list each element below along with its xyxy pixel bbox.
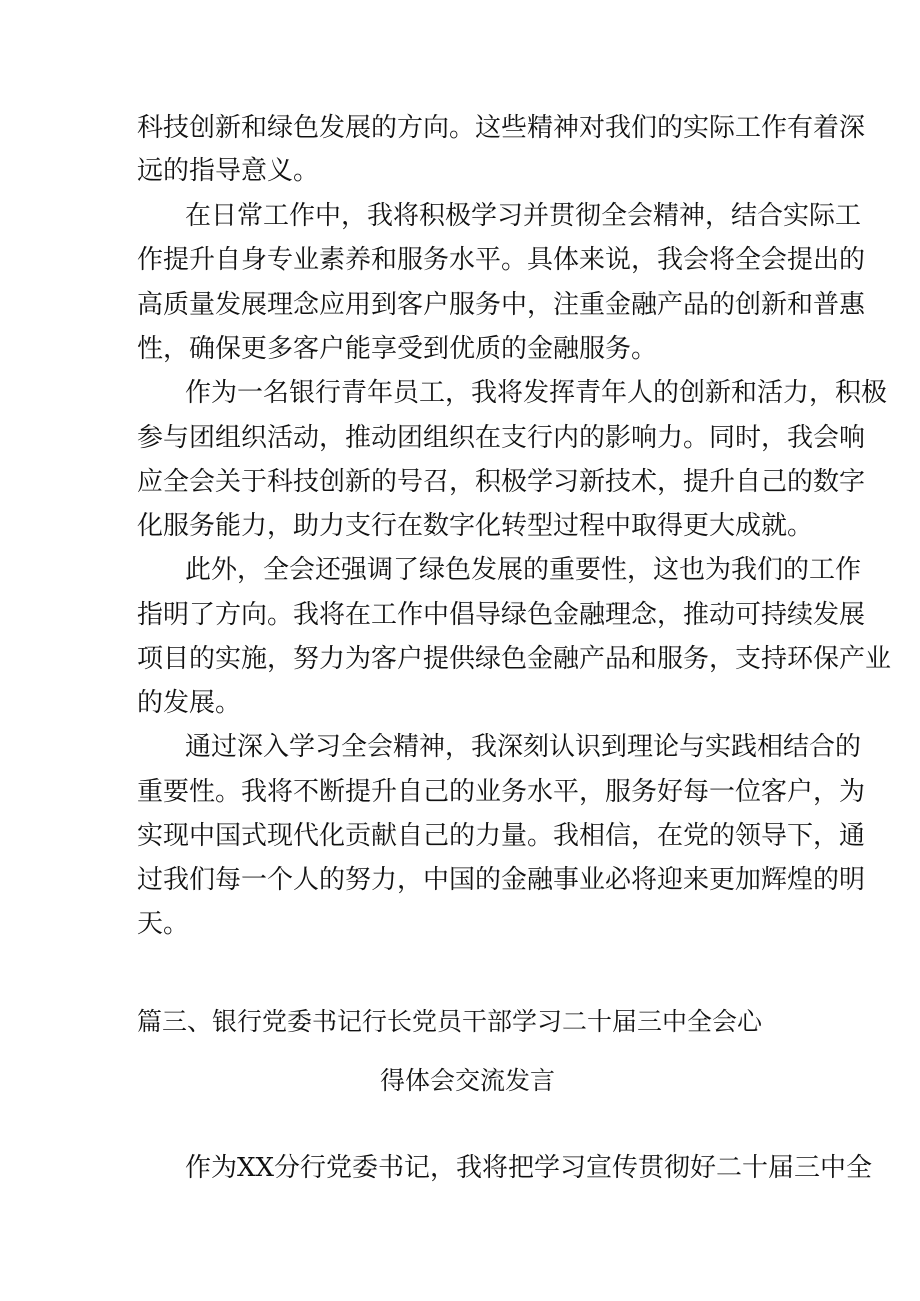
paragraph-5-line-4: 过我们每一个人的努力，中国的金融事业必将迎来更加辉煌的明 [137,865,866,895]
section-heading-line-1: 篇三、银行党委书记行长党员干部学习二十届三中全会心 [137,1007,763,1036]
paragraph-5-line-5: 天。 [137,909,190,939]
paragraph-3-line-1: 作为一名银行青年员工，我将发挥青年人的创新和活力，积极 [185,378,888,408]
paragraph-2-line-1: 在日常工作中，我将积极学习并贯彻全会精神，结合实际工 [185,201,862,231]
final-paragraph-line-1: 作为XX分行党委书记，我将把学习宣传贯彻好二十届三中全 [185,1153,873,1183]
paragraph-3-line-3: 应全会关于科技创新的号召，积极学习新技术，提升自己的数字 [137,467,866,497]
paragraph-4-line-3: 项目的实施，努力为客户提供绿色金融产品和服务，支持环保产业 [137,644,892,674]
paragraph-5-line-2: 重要性。我将不断提升自己的业务水平，服务好每一位客户，为 [137,777,866,807]
paragraph-1-line-2: 远的指导意义。 [137,156,320,186]
paragraph-4-line-4: 的发展。 [137,688,242,718]
paragraph-3-line-2: 参与团组织活动，推动团组织在支行内的影响力。同时，我会响 [137,423,866,453]
paragraph-4-line-2: 指明了方向。我将在工作中倡导绿色金融理念，推动可持续发展 [137,600,866,630]
paragraph-1-line-1: 科技创新和绿色发展的方向。这些精神对我们的实际工作有着深 [137,113,866,143]
paragraph-2-line-3: 高质量发展理念应用到客户服务中，注重金融产品的创新和普惠 [137,290,866,320]
paragraph-3-line-4: 化服务能力，助力支行在数字化转型过程中取得更大成就。 [137,511,814,541]
section-heading-line-2: 得体会交流发言 [380,1066,556,1095]
paragraph-5-line-3: 实现中国式现代化贡献自己的力量。我相信，在党的领导下，通 [137,821,866,851]
paragraph-2-line-2: 作提升自身专业素养和服务水平。具体来说，我会将全会提出的 [137,245,866,275]
paragraph-2-line-4: 性，确保更多客户能享受到优质的金融服务。 [137,334,658,364]
paragraph-4-line-1: 此外，全会还强调了绿色发展的重要性，这也为我们的工作 [185,555,862,585]
paragraph-5-line-1: 通过深入学习全会精神，我深刻认识到理论与实践相结合的 [185,732,862,762]
